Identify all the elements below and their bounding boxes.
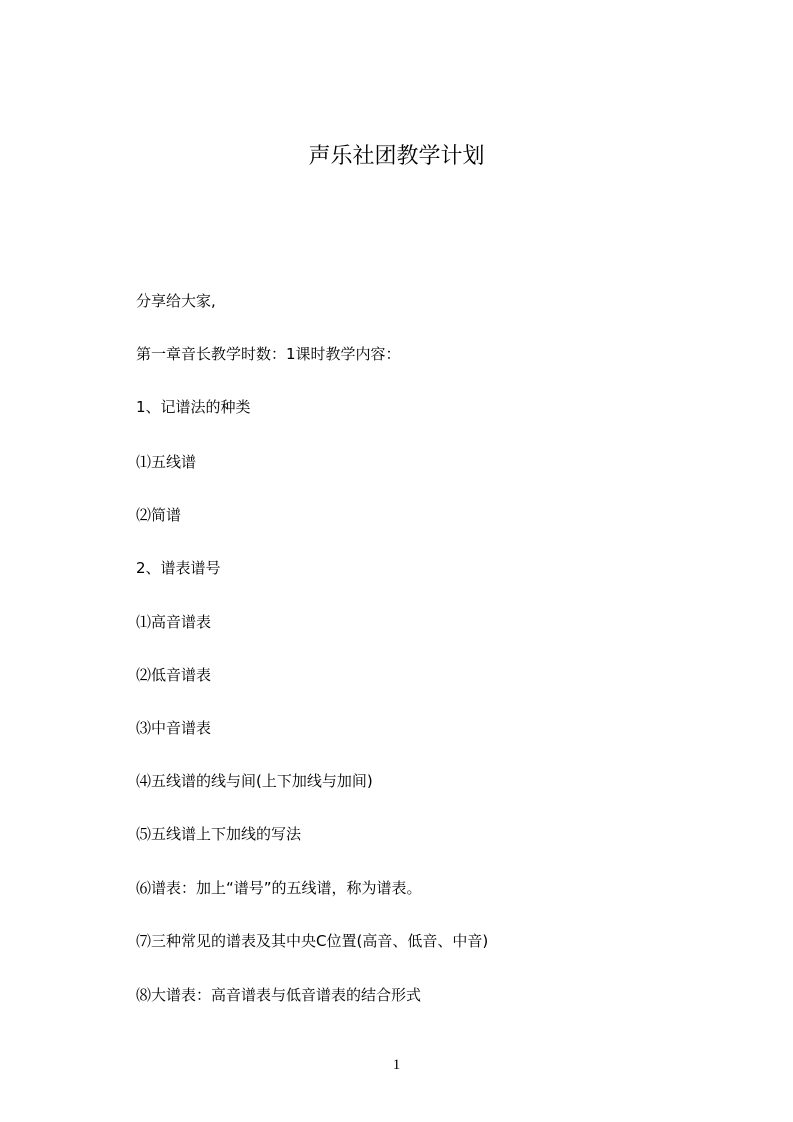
paragraph-staff-notation: ⑴五线谱	[136, 453, 197, 471]
paragraph-grand-staff: ⑻大谱表：高音谱表与低音谱表的结合形式	[136, 986, 422, 1004]
paragraph-alto-staff: ⑶中音谱表	[136, 719, 212, 737]
paragraph-staves-clefs: 2、谱表谱号	[136, 559, 221, 577]
page-number: 1	[392, 1057, 401, 1073]
paragraph-ledger-lines: ⑸五线谱上下加线的写法	[136, 825, 302, 843]
paragraph-lines-spaces: ⑷五线谱的线与间(上下加线与加间)	[136, 772, 373, 790]
paragraph-share: 分享给大家,	[136, 292, 216, 310]
paragraph-chapter-one: 第一章音长教学时数：1课时教学内容：	[136, 345, 401, 363]
paragraph-bass-staff: ⑵低音谱表	[136, 666, 212, 684]
paragraph-notation-types: 1、记谱法的种类	[136, 398, 251, 416]
document-title: 声乐社团教学计划	[308, 144, 485, 169]
paragraph-middle-c: ⑺三种常见的谱表及其中央C位置(高音、低音、中音)	[136, 932, 489, 950]
paragraph-staff-definition: ⑹谱表：加上“谱号”的五线谱，称为谱表。	[136, 879, 422, 897]
paragraph-treble-staff: ⑴高音谱表	[136, 613, 212, 631]
paragraph-numbered-notation: ⑵简谱	[136, 506, 182, 524]
